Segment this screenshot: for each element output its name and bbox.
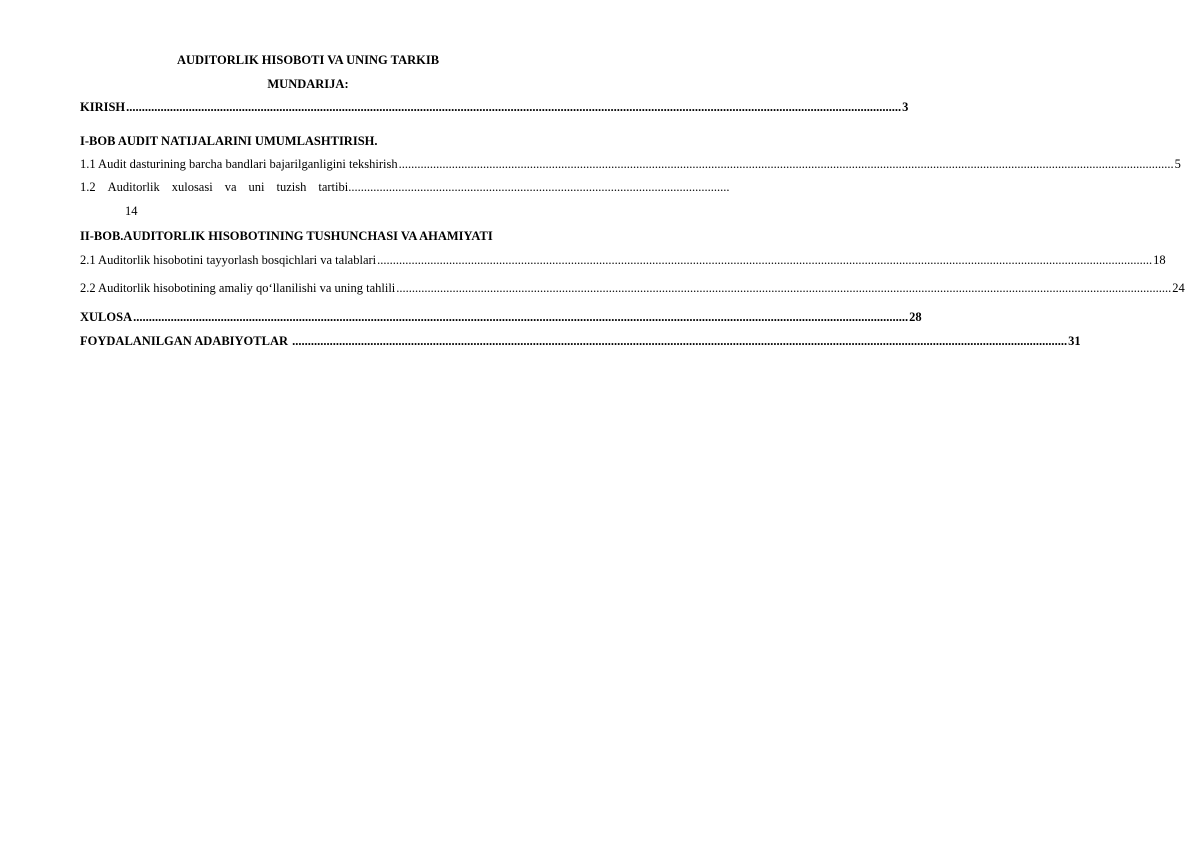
document-title: AUDITORLIK HISOBOTI VA UNING TARKIB [176,53,440,67]
toc-entry-word: tartibi [318,180,349,194]
toc-entry-word: 1.2 [80,180,96,194]
toc-entry-page: 5 [1174,157,1181,171]
toc-leader-dots: .......................................................................................................................... [348,180,730,194]
toc-entry-page: 18 [1153,253,1166,267]
toc-entry-page: 28 [909,310,922,324]
toc-entry-word: xulosasi [171,180,213,194]
toc-entry-2-2[interactable] [80,280,1185,296]
toc-chapter-1-title[interactable]: I-BOB AUDIT NATIJALARINI UMUMLASHTIRISH. [80,134,378,148]
toc-entry-1-1[interactable] [80,156,1181,172]
toc-entry-adabiyotlar[interactable] [80,333,1081,349]
toc-entry-1-2[interactable] [80,180,730,195]
toc-entry-page: 14 [125,204,138,218]
toc-leader-dots [292,333,1067,349]
toc-entry-label: XULOSA [80,310,133,324]
toc-entry-page: 24 [1172,281,1185,295]
toc-entry-kirish[interactable] [80,99,909,115]
toc-leader-dots [396,280,1171,296]
toc-leader-dots [377,252,1152,268]
toc-entry-word: va [224,180,237,194]
toc-entry-page: 3 [902,100,909,114]
toc-entry-label: FOYDALANILGAN ADABIYOTLAR [80,334,292,348]
toc-entry-label: 2.1 Auditorlik hisobotini tayyorlash bosqichlari va talablari [80,253,377,267]
toc-leader-dots [126,99,901,115]
toc-entry-word: tuzish [276,180,307,194]
toc-entry-page: 31 [1068,334,1081,348]
toc-entry-label: KIRISH [80,100,126,114]
toc-heading: MUNDARIJA: [267,77,349,91]
toc-entry-xulosa[interactable] [80,309,922,325]
toc-entry-word: Auditorlik [107,180,160,194]
toc-entry-word: uni [248,180,265,194]
toc-entry-label: 1.1 Audit dasturining barcha bandlari bajarilganligini tekshirish [80,157,398,171]
toc-entry-2-1[interactable] [80,252,1166,268]
toc-leader-dots [399,156,1174,172]
toc-chapter-2-title[interactable]: II-BOB.AUDITORLIK HISOBOTINING TUSHUNCHASI VA AHAMIYATI [80,229,493,243]
toc-entry-label: 2.2 Auditorlik hisobotining amaliy qoʻllanilishi va uning tahlili [80,281,396,295]
toc-leader-dots [133,309,908,325]
